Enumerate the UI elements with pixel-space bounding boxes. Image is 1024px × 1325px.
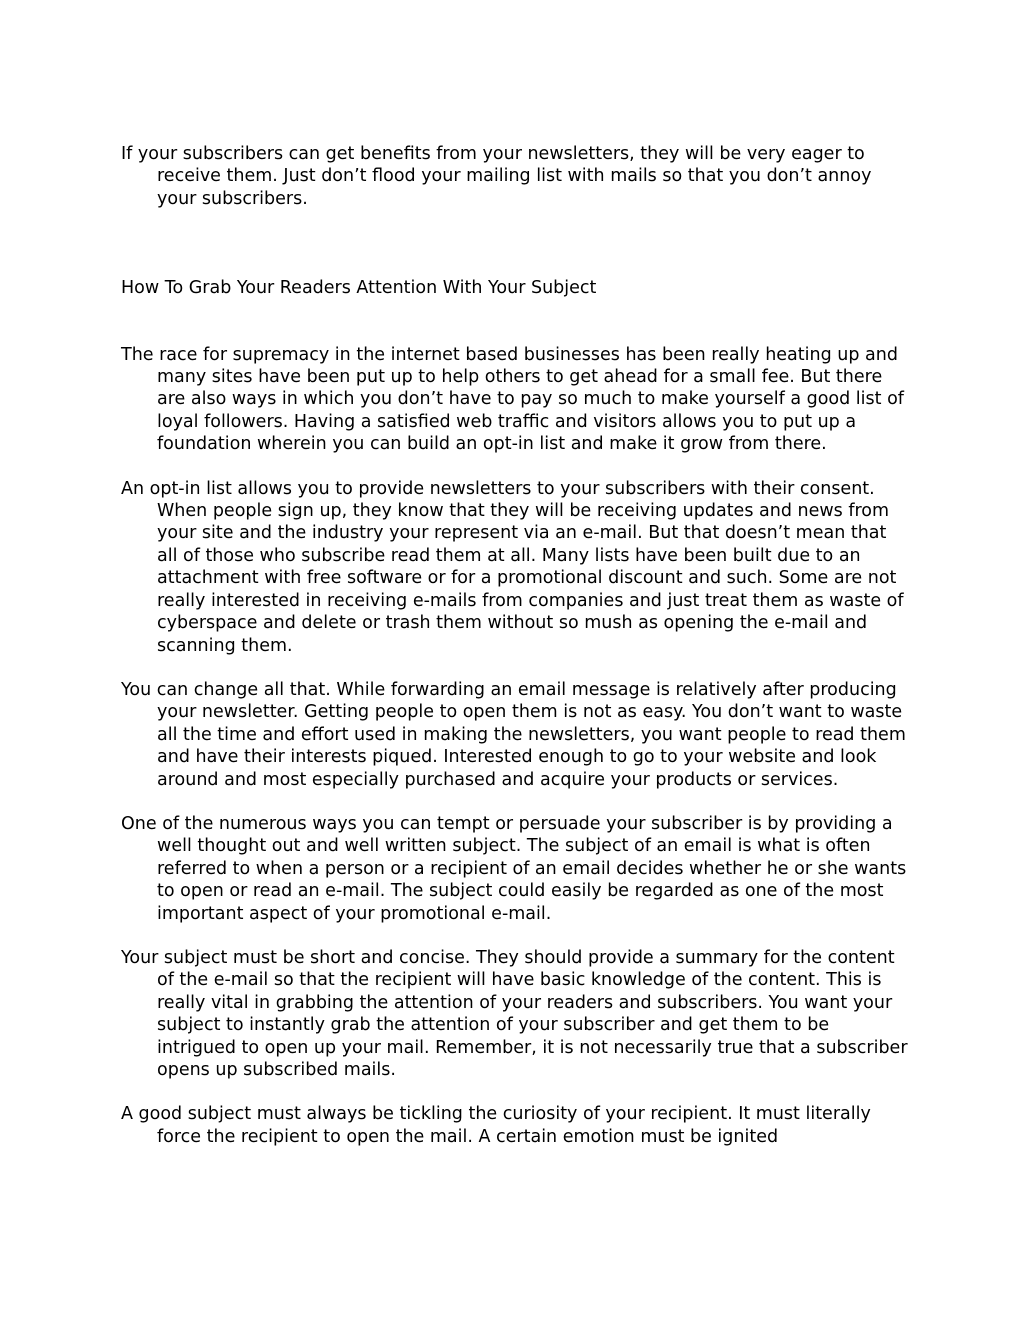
body-paragraph: Your subject must be short and concise. They should provide a summary for the content of the e-mail so that the recipient will have basic knowledge of the content. This is really vital in grabbing the attention of your readers and subscribers. You want your subject to instantly grab the attention of your subscriber and get them to be intrigued to open up your mail. Remember, it is not necessarily true that a subscriber opens up subscribed mails. (121, 947, 908, 1080)
body-paragraph: The race for supremacy in the internet based businesses has been really heating up and many sites have been put up to help others to get ahead for a small fee. But there are also ways in which you don’t have to pay so much to make yourself a good list of loyal followers. Having a satisfied web traffic and visitors allows you to put up a foundation wherein you can build an opt-in list and make it grow from there. (121, 344, 904, 455)
body-paragraph: One of the numerous ways you can tempt or persuade your subscriber is by providing a well thought out and well written subject. The subject of an email is what is often referred to when a person or a recipient of an email decides whether he or she wants to open or read an e-mail. The subject could easily be regarded as one of the most important aspect of your promotional e-mail. (121, 813, 907, 924)
body-paragraph: You can change all that. While forwarding an email message is relatively after producing your newsletter. Getting people to open them is not as easy. You don’t want to waste all the time and effort used in making the newsletters, you want people to read them and have their interests piqued. Interested enough to go to your website and look around and most especially purchased and acquire your products or services. (121, 679, 906, 790)
body-paragraph: An opt-in list allows you to provide newsletters to your subscribers with their consent. When people sign up, they know that they will be receiving updates and news from your site and the industry your represent via an e-mail. But that doesn’t mean that all of those who subscribe read them at all. Many lists have been built due to an attachment with free software or for a promotional discount and such. Some are not really interested in receiving e-mails from companies and just treat them as waste of cyberspace and delete or trash them without so mush as opening the e-mail and scanning them. (121, 478, 904, 656)
intro-paragraph: If your subscribers can get benefits from your newsletters, they will be very eager to receive them. Just don’t flood your mailing list with mails so that you don’t annoy your subscribers. (121, 144, 872, 209)
document-body (121, 143, 911, 1148)
section-heading: How To Grab Your Readers Attention With Your Subject (121, 278, 597, 299)
body-paragraph: A good subject must always be tickling the curiosity of your recipient. It must literally force the recipient to open the mail. A certain emotion must be ignited (121, 1104, 871, 1147)
